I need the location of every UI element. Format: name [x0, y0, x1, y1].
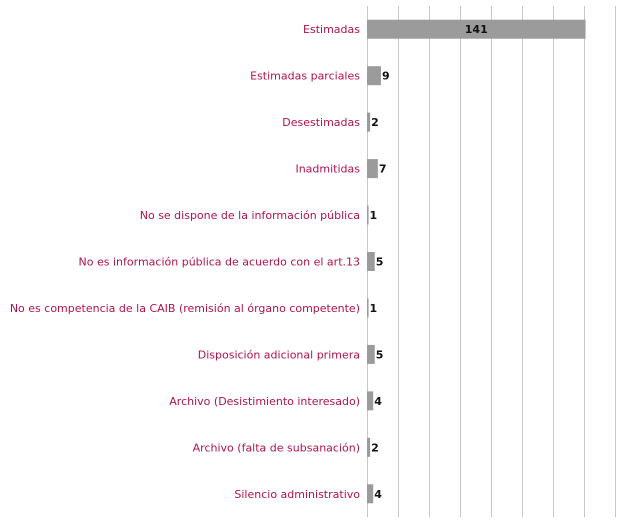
bar [367, 113, 370, 132]
value-label: 7 [378, 162, 387, 176]
bar [367, 438, 370, 457]
bar [367, 391, 373, 410]
value-label: 1 [369, 209, 378, 223]
value-label: 9 [381, 69, 390, 83]
bar [367, 298, 369, 317]
value-label: 1 [369, 301, 378, 315]
bar [367, 159, 378, 178]
value-label: 2 [371, 441, 379, 455]
bar [367, 66, 381, 85]
category-label: No se dispone de la información pública [139, 209, 360, 223]
category-labels [10, 23, 360, 501]
value-label: 2 [371, 116, 379, 130]
bar [367, 484, 373, 503]
category-label: Archivo (falta de subsanación) [192, 441, 360, 455]
gridlines [368, 6, 616, 517]
bar [367, 345, 375, 364]
category-label: Archivo (Desistimiento interesado) [169, 394, 360, 408]
category-label: Estimadas parciales [250, 69, 360, 83]
value-label: 4 [374, 487, 382, 501]
value-label: 5 [375, 255, 384, 269]
category-label: No es información pública de acuerdo con el art.13 [78, 255, 360, 269]
value-label: 141 [464, 23, 488, 37]
value-label: 5 [375, 348, 384, 362]
category-label: Desestimadas [282, 116, 360, 130]
bars [367, 20, 586, 504]
value-label: 4 [374, 394, 382, 408]
category-label: Silencio administrativo [234, 487, 360, 501]
value-labels [370, 23, 488, 501]
bar [367, 206, 369, 225]
category-label: Inadmitidas [295, 162, 360, 176]
category-label: No es competencia de la CAIB (remisión al órgano competente) [9, 301, 360, 315]
category-label: Estimadas [303, 23, 360, 37]
bar [367, 252, 375, 271]
category-label: Disposición adicional primera [197, 348, 360, 362]
